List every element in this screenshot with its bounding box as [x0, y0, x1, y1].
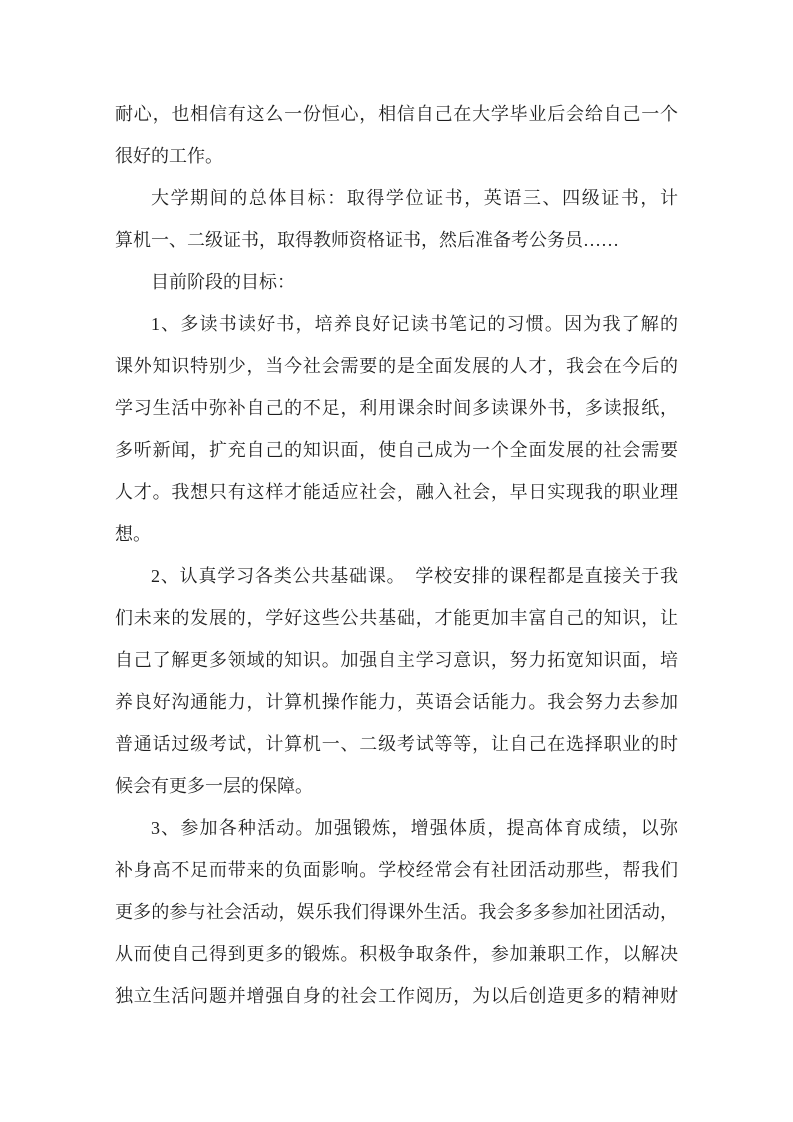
text-line: 很好的工作。 [115, 146, 223, 166]
text-line: 大学期间的总体目标：取得学位证书，英语三、四级证书，计 [151, 188, 678, 208]
paragraph [115, 177, 678, 261]
paragraph [115, 807, 678, 1017]
text-line: 目前阶段的目标： [151, 272, 295, 292]
text-line: 补身高不足而带来的负面影响。学校经常会有社团活动那些，帮我们 [115, 860, 678, 880]
text-line: 更多的参与社会活动，娱乐我们得课外生活。我会多多参加社团活动， [115, 902, 678, 922]
text-line: 想。 [115, 524, 151, 544]
text-line: 们未来的发展的，学好这些公共基础，才能更加丰富自己的知识，让 [115, 608, 678, 628]
paragraph [115, 93, 678, 177]
paragraph [115, 555, 678, 807]
text-line: 耐心，也相信有这么一份恒心，相信自己在大学毕业后会给自己一个 [115, 104, 678, 124]
text-line: 自己了解更多领域的知识。加强自主学习意识，努力拓宽知识面，培 [115, 650, 678, 670]
text-line: 3、参加各种活动。加强锻炼，增强体质，提高体育成绩，以弥 [151, 818, 678, 838]
text-line: 学习生活中弥补自己的不足，利用课余时间多读课外书，多读报纸， [115, 398, 678, 418]
text-line: 候会有更多一层的保障。 [115, 776, 313, 796]
text-line: 算机一、二级证书，取得教师资格证书，然后准备考公务员…… [115, 230, 619, 250]
document-body [115, 93, 678, 1017]
text-line: 2、认真学习各类公共基础课。 学校安排的课程都是直接关于我 [151, 566, 678, 586]
text-line: 独立生活问题并增强自身的社会工作阅历，为以后创造更多的精神财 [115, 986, 678, 1006]
text-line: 养良好沟通能力，计算机操作能力，英语会话能力。我会努力去参加 [115, 692, 678, 712]
paragraph [115, 303, 678, 555]
text-line: 1、多读书读好书，培养良好记读书笔记的习惯。因为我了解的 [151, 314, 678, 334]
text-line: 课外知识特别少，当今社会需要的是全面发展的人才，我会在今后的 [115, 356, 678, 376]
text-line: 普通话过级考试，计算机一、二级考试等等，让自己在选择职业的时 [115, 734, 678, 754]
text-line: 多听新闻，扩充自己的知识面，使自己成为一个全面发展的社会需要 [115, 440, 678, 460]
paragraph [115, 261, 678, 303]
text-line: 人才。我想只有这样才能适应社会，融入社会，早日实现我的职业理 [115, 482, 678, 502]
text-line: 从而使自己得到更多的锻炼。积极争取条件，参加兼职工作，以解决 [115, 944, 678, 964]
